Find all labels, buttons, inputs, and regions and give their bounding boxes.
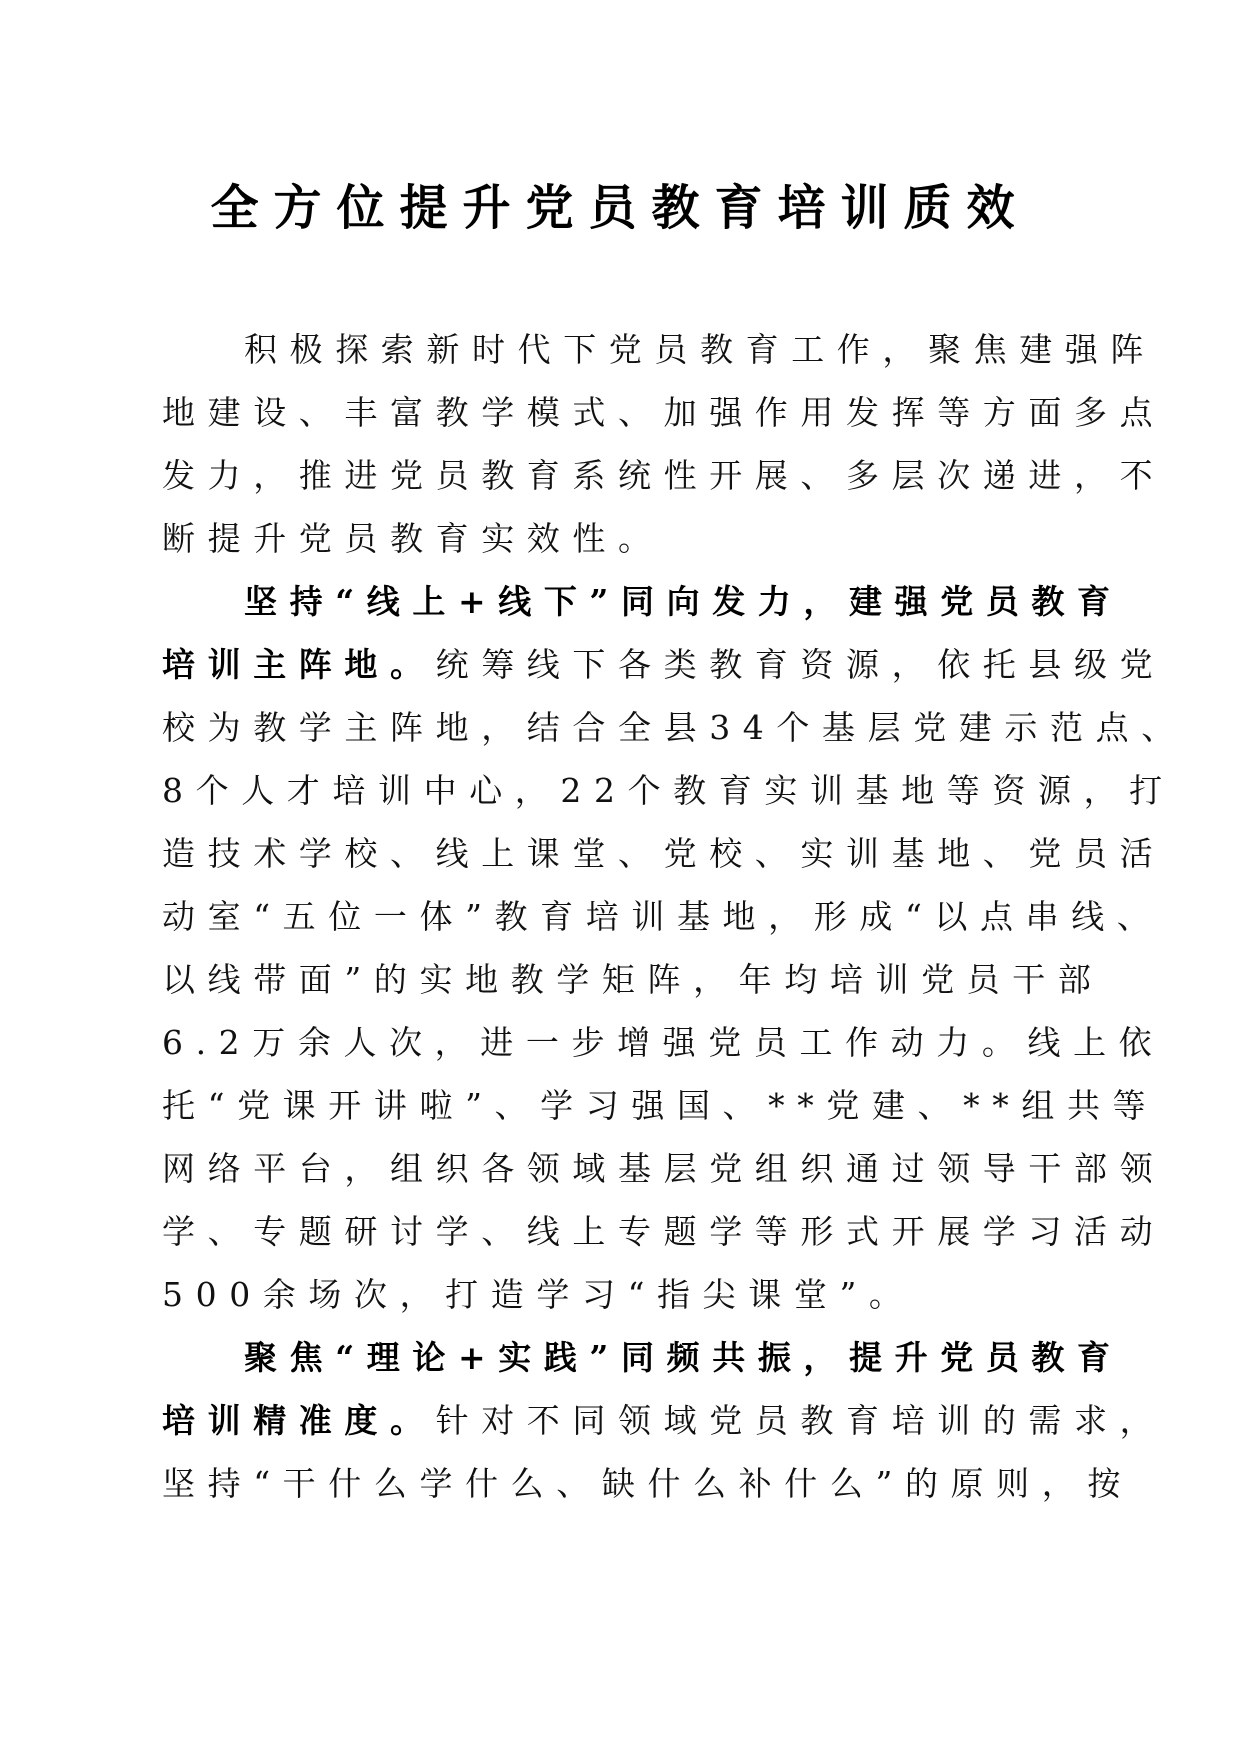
paragraph-text: 500余场次，打造学习“指尖课堂”。	[162, 1275, 915, 1314]
section-heading-tail: 培训精准度。	[162, 1401, 436, 1440]
paragraph-text: 积极探索新时代下党员教育工作，聚焦建强阵	[244, 330, 1156, 369]
paragraph-text: 断提升党员教育实效性。	[162, 519, 664, 558]
paragraph-text: 网络平台，组织各领域基层党组织通过领导干部领	[162, 1149, 1166, 1188]
text-line	[162, 948, 1102, 1011]
text-line	[162, 1452, 1133, 1515]
paragraph-text: 统筹线下各类教育资源，依托县级党	[435, 645, 1166, 684]
paragraph-text: 8个人才培训中心，22个教育实训基地等资源，打	[162, 771, 1175, 810]
paragraph-text: 发力，推进党员教育系统性开展、多层次递进，不	[162, 456, 1166, 495]
text-line	[162, 381, 1166, 444]
section-heading-tail: 培训主阵地。	[162, 645, 436, 684]
paragraph-text: 针对不同领域党员教育培训的需求，	[435, 1401, 1166, 1440]
text-line	[162, 1263, 1102, 1326]
paragraph-text: 坚持“干什么学什么、缺什么补什么”的原则，按	[162, 1464, 1133, 1503]
paragraph-text: 以线带面”的实地教学矩阵，年均培训党员干部	[162, 960, 1104, 999]
text-line	[162, 885, 1163, 948]
text-line	[162, 570, 1123, 633]
text-line	[162, 696, 1187, 759]
text-line	[162, 507, 1102, 570]
paragraph-text: 6.2万余人次，进一步增强党员工作动力。线上依	[162, 1023, 1165, 1062]
document-title: 全方位提升党员教育培训质效	[210, 180, 1030, 236]
paragraph-text: 地建设、丰富教学模式、加强作用发挥等方面多点	[162, 393, 1166, 432]
text-line	[162, 822, 1166, 885]
text-line	[162, 1326, 1123, 1389]
paragraph-text: 托“党课开讲啦”、学习强国、**党建、**组共等	[162, 1086, 1159, 1125]
paragraph-text: 动室“五位一体”教育培训基地，形成“以点串线、	[162, 897, 1163, 936]
text-line	[162, 1074, 1159, 1137]
text-line	[162, 1011, 1165, 1074]
paragraph-text: 学、专题研讨学、线上专题学等形式开展学习活动	[162, 1212, 1166, 1251]
paragraph-text: 校为教学主阵地，结合全县34个基层党建示范点、	[162, 708, 1187, 747]
section-heading: 聚焦“理论+实践”同频共振，提升党员教育	[244, 1338, 1123, 1377]
text-line	[162, 444, 1166, 507]
section-heading: 坚持“线上+线下”同向发力，建强党员教育	[244, 582, 1123, 621]
text-line	[162, 1137, 1166, 1200]
text-line	[162, 633, 1166, 696]
paragraph-text: 造技术学校、线上课堂、党校、实训基地、党员活	[162, 834, 1166, 873]
document-body	[162, 318, 1187, 1515]
text-line	[162, 318, 1156, 381]
text-line	[162, 1200, 1166, 1263]
text-line	[162, 1389, 1166, 1452]
text-line	[162, 759, 1175, 822]
